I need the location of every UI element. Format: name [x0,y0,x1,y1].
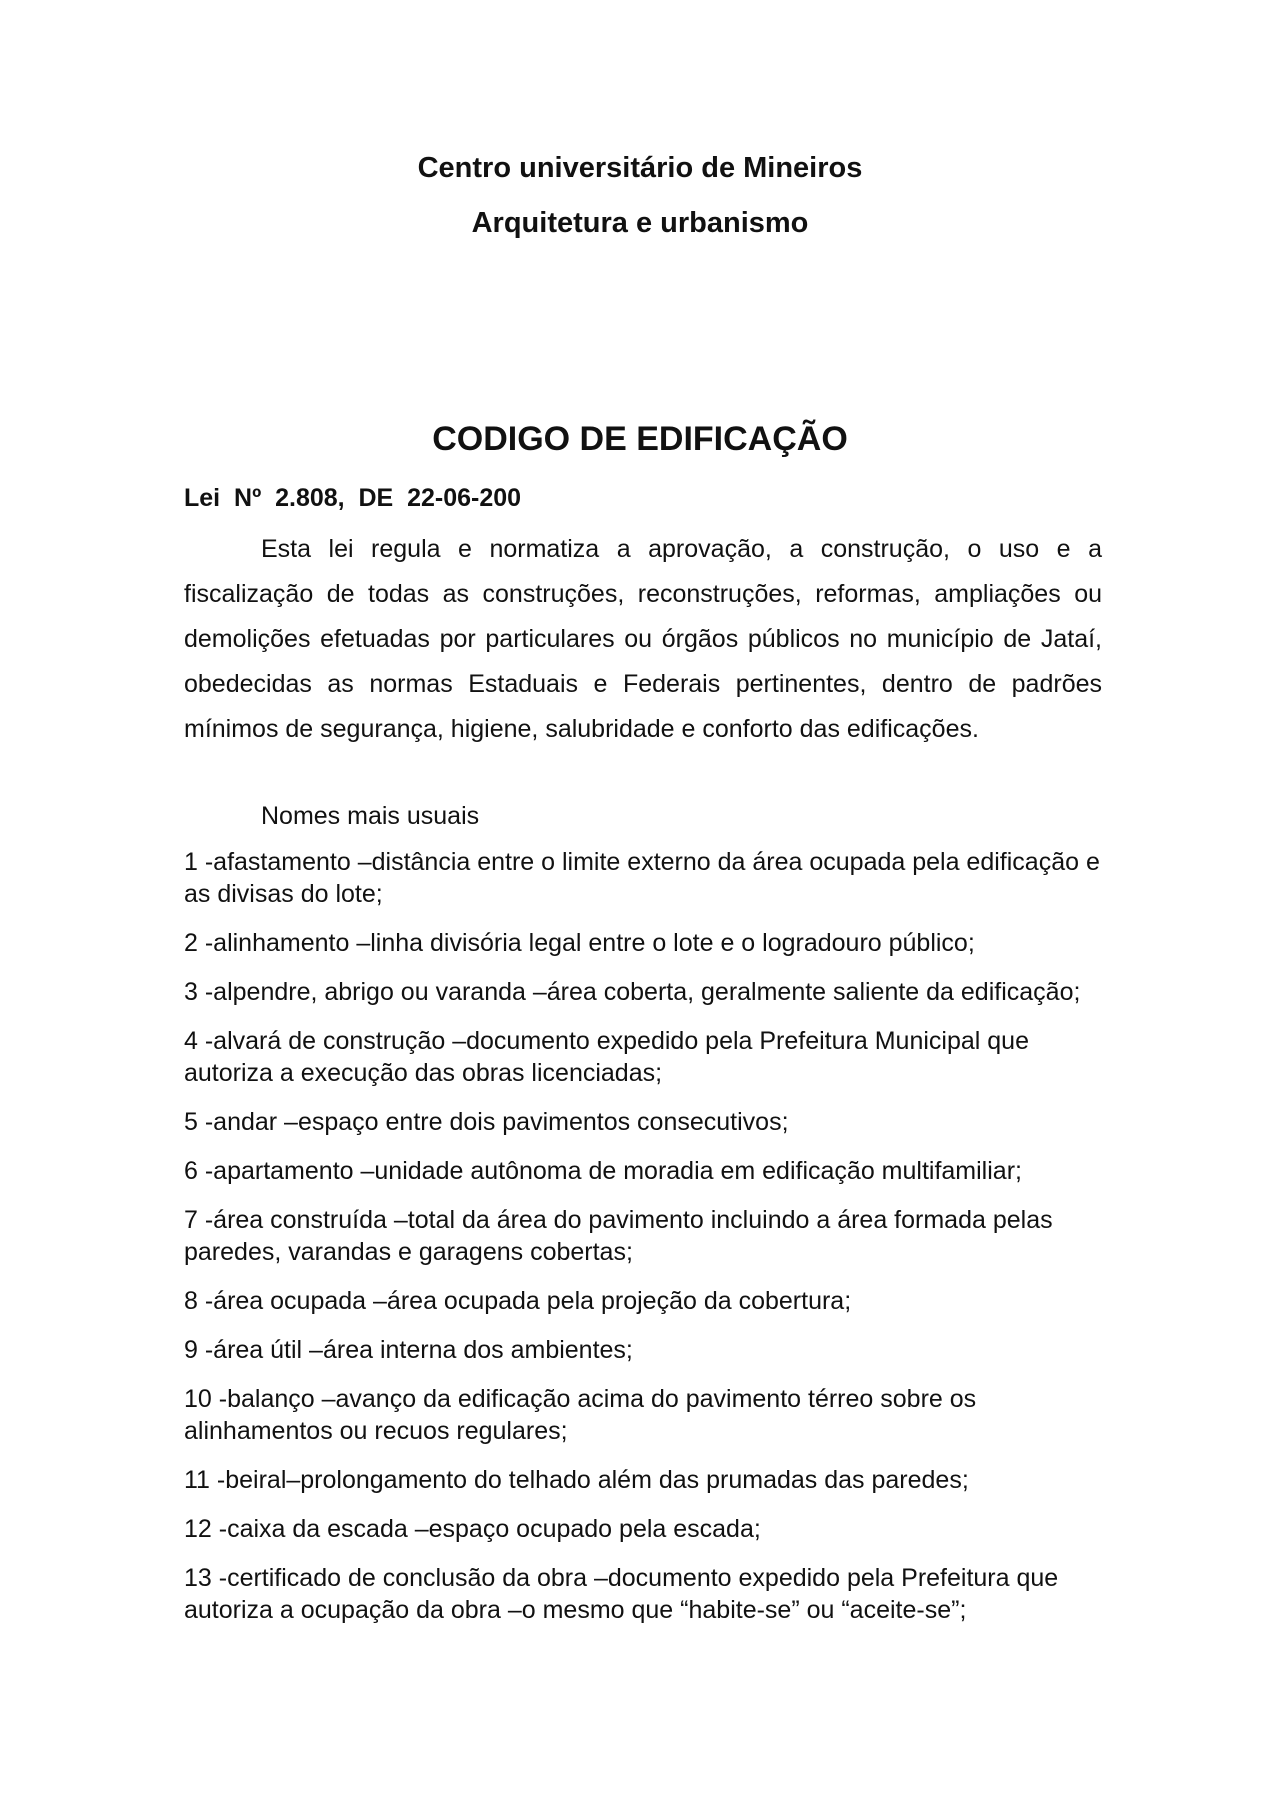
term-item: 2 -alinhamento –linha divisória legal entre o lote e o logradouro público; [184,929,975,957]
terms-list [184,846,1104,1643]
term-item: 5 -andar –espaço entre dois pavimentos consecutivos; [184,1108,789,1136]
document-title: CODIGO DE EDIFICAÇÃO [432,420,848,458]
term-item: 3 -alpendre, abrigo ou varanda –área coberta, geralmente saliente da edificação; [184,978,1081,1006]
term-item: 8 -área ocupada –área ocupada pela projeção da cobertura; [184,1287,852,1315]
term-item: 6 -apartamento –unidade autônoma de moradia em edificação multifamiliar; [184,1157,1022,1185]
section-heading: Nomes mais usuais [261,802,480,830]
term-item: 11 -beiral–prolongamento do telhado além das prumadas das paredes; [184,1466,969,1494]
term-item: 10 -balanço –avanço da edificação acima do pavimento térreo sobre os alinhamentos ou recuos regulares; [184,1385,977,1445]
intro-paragraph: Esta lei regula e normatiza a aprovação, a construção, o uso e a fiscalização de todas as construções, reconstruções, reformas, ampliações ou demolições efetuadas por particulares ou órgãos públicos no município de Jataí, obedecidas as normas Estaduais e Federais pertinentes, dentro de padrões mínimos de segurança, higiene, salubridade e conforto das edificações. [184,535,1102,743]
term-item: 12 -caixa da escada –espaço ocupado pela escada; [184,1515,761,1543]
law-reference: Lei Nº 2.808, DE 22-06-200 [184,484,522,512]
term-item: 13 -certificado de conclusão da obra –documento expedido pela Prefeitura que autoriza a ocupação da obra –o mesmo que “habite-se” ou “aceite-se”; [184,1564,1059,1624]
term-item: 7 -área construída –total da área do pavimento incluindo a área formada pelas paredes, varandas e garagens cobertas; [184,1206,1053,1266]
course-name: Arquitetura e urbanismo [471,207,809,239]
term-item: 4 -alvará de construção –documento expedido pela Prefeitura Municipal que autoriza a execução das obras licenciadas; [184,1027,1029,1087]
term-item: 9 -área útil –área interna dos ambientes; [184,1336,633,1364]
term-item: 1 -afastamento –distância entre o limite externo da área ocupada pela edificação e as divisas do lote; [184,848,1100,908]
institution-name: Centro universitário de Mineiros [417,152,863,184]
